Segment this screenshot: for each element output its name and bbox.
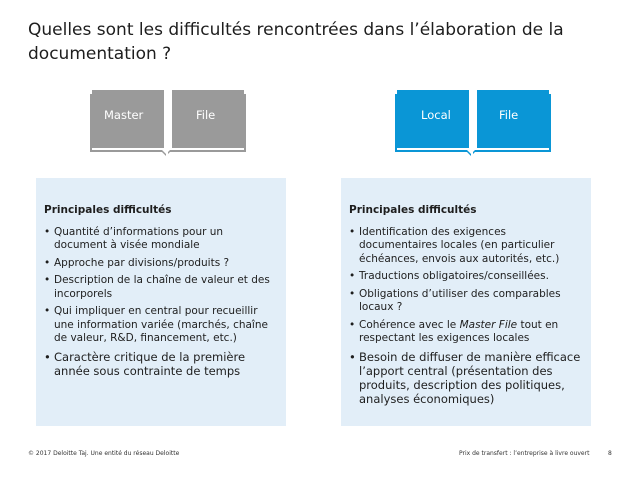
book-left-label: Local bbox=[421, 108, 451, 122]
footer-copyright: © 2017 Deloitte Taj. Une entité du réseau Deloitte bbox=[28, 450, 180, 457]
footer-title: Prix de transfert : l’entreprise à livre ouvert bbox=[459, 450, 590, 457]
book-left-label: Master bbox=[104, 108, 144, 122]
panel-heading: Principales difficultés bbox=[44, 204, 172, 216]
book-right-label: File bbox=[196, 108, 216, 122]
master-file-book-icon bbox=[90, 88, 246, 158]
list-item: • Quantité d’informations pour un document à visée mondiale bbox=[44, 226, 276, 253]
master-file-difficulties-panel bbox=[36, 178, 286, 426]
panel-heading: Principales difficultés bbox=[349, 204, 477, 216]
list-item: • Cohérence avec le Master File tout en respectant les exigences locales bbox=[349, 319, 581, 346]
list-item: • Description de la chaîne de valeur et des incorporels bbox=[44, 274, 276, 301]
difficulties-list bbox=[44, 226, 276, 378]
list-item: • Besoin de diffuser de manière efficace l’apport central (présentation des produits, description des politiques, analyses économiques) bbox=[349, 350, 581, 406]
list-item: • Identification des exigences documentaires locales (en particulier échéances, envois aux autorités, etc.) bbox=[349, 226, 581, 267]
page-title: Quelles sont les difficultés rencontrées dans l’élaboration de la documentation ? bbox=[28, 20, 564, 64]
list-item: • Traductions obligatoires/conseillées. bbox=[349, 270, 581, 284]
page-number: 8 bbox=[608, 450, 612, 457]
list-item: • Caractère critique de la première année sous contrainte de temps bbox=[44, 350, 276, 378]
list-item: • Qui impliquer en central pour recueillir une information variée (marchés, chaîne de valeur, R&D, financement, etc.) bbox=[44, 305, 276, 346]
book-right-label: File bbox=[499, 108, 519, 122]
difficulties-list bbox=[349, 226, 581, 406]
local-file-book-icon bbox=[395, 88, 551, 158]
list-item: • Approche par divisions/produits ? bbox=[44, 257, 276, 271]
list-item: • Obligations d’utiliser des comparables locaux ? bbox=[349, 288, 581, 315]
local-file-difficulties-panel bbox=[341, 178, 591, 426]
